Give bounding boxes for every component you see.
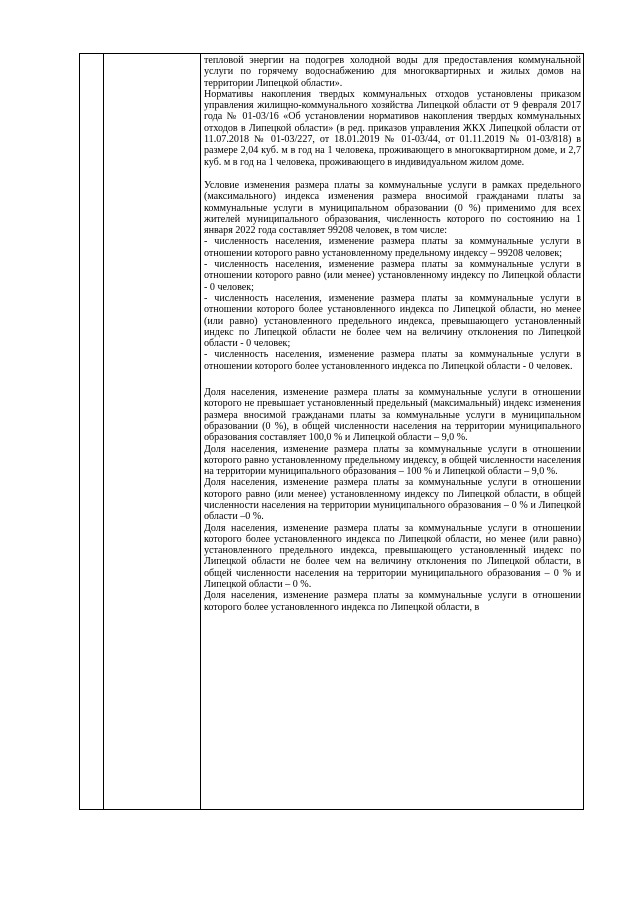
paragraph-share: Доля населения, изменение размера платы за коммунальные услуги в отношении которого более установленного индекса по Липецкой области, но менее (или равно) установленного предельного индекса, превышающего установленный индекс по Липецкой области не более чем на величину отклонения по Липецкой области, в общей численности населения на территории муниципального образования – 0 % и Липецкой области – 0 %. [204, 522, 581, 591]
list-item-population: - численность населения, изменение размера платы за коммунальные услуги в отношении которого более установленного индекса по Липецкой области - 0 человек. [204, 349, 581, 372]
spacer [204, 168, 581, 180]
list-item-population: - численность населения, изменение размера платы за коммунальные услуги в отношении которого более установленного индекса по Липецкой области, но менее (или равно) установленного предельного индекса, превышающего установленный индекс по Липецкой области не более чем на величину отклонения по Липецкой области - 0 человек; [204, 292, 581, 350]
paragraph-share: Доля населения, изменение размера платы за коммунальные услуги в отношении которого более установленного индекса по Липецкой области, в [204, 590, 581, 613]
column-divider-2 [200, 54, 201, 809]
document-table [79, 53, 584, 810]
paragraph-waste-norms: Нормативы накопления твердых коммунальных отходов установлены приказом управления жилищно-коммунального хозяйства Липецкой области от 9 февраля 2017 года № 01-03/16 «Об установлении нормативов накопления твердых коммунальных отходов в Липецкой области» (в ред. приказов управления ЖКХ Липецкой области от 11.07.2018 № 01-03/227, от 18.01.2019 № 01-03/44, от 01.11.2019 № 01-03/818) в размере 2,04 куб. м в год на 1 человека, проживающего в многоквартирном доме, и 2,7 куб. м в год на 1 человека, проживающего в индивидуальном жилом доме. [204, 88, 581, 168]
paragraph-heating: тепловой энергии на подогрев холодной воды для предоставления коммунальной услуги по горячему водоснабжению для многоквартирных и жилых домов на территории Липецкой области». [204, 55, 581, 89]
list-item-population: - численность населения, изменение размера платы за коммунальные услуги в отношении которого равно установленному предельному индексу – 99208 человек; [204, 236, 581, 259]
column-divider-1 [103, 54, 104, 809]
paragraph-share: Доля населения, изменение размера платы за коммунальные услуги в отношении которого не превышает установленный предельный (максимальный) индекс изменения размера вносимой гражданами платы за коммунальные услуги в муниципальном образовании (0 %), в общей численности населения на территории муниципального образования составляет 100,0 % и Липецкой области – 9,0 %. [204, 387, 581, 444]
list-item-population: - численность населения, изменение размера платы за коммунальные услуги в отношении которого равно (или менее) установленному индексу по Липецкой области - 0 человек; [204, 259, 581, 293]
spacer [204, 372, 581, 387]
paragraph-share: Доля населения, изменение размера платы за коммунальные услуги в отношении которого равно установленному предельному индексу, в общей численности населения на территории муниципального образования – 100 % и Липецкой области – 9,0 %. [204, 443, 581, 478]
paragraph-condition-intro: Условие изменения размера платы за коммунальные услуги в рамках предельного (максимального) индекса изменения размера вносимой гражданами платы за коммунальные услуги в муниципальном образовании (0 %) применимо для всех жителей муниципального образования, численность которого по состоянию на 1 января 2022 года составляет 99208 человек, в том числе: [204, 179, 581, 237]
table-cell-content [204, 55, 581, 613]
paragraph-share: Доля населения, изменение размера платы за коммунальные услуги в отношении которого равно (или менее) установленному индексу по Липецкой области, в общей численности населения на территории муниципального образования – 0 % и Липецкой области –0 %. [204, 477, 581, 523]
